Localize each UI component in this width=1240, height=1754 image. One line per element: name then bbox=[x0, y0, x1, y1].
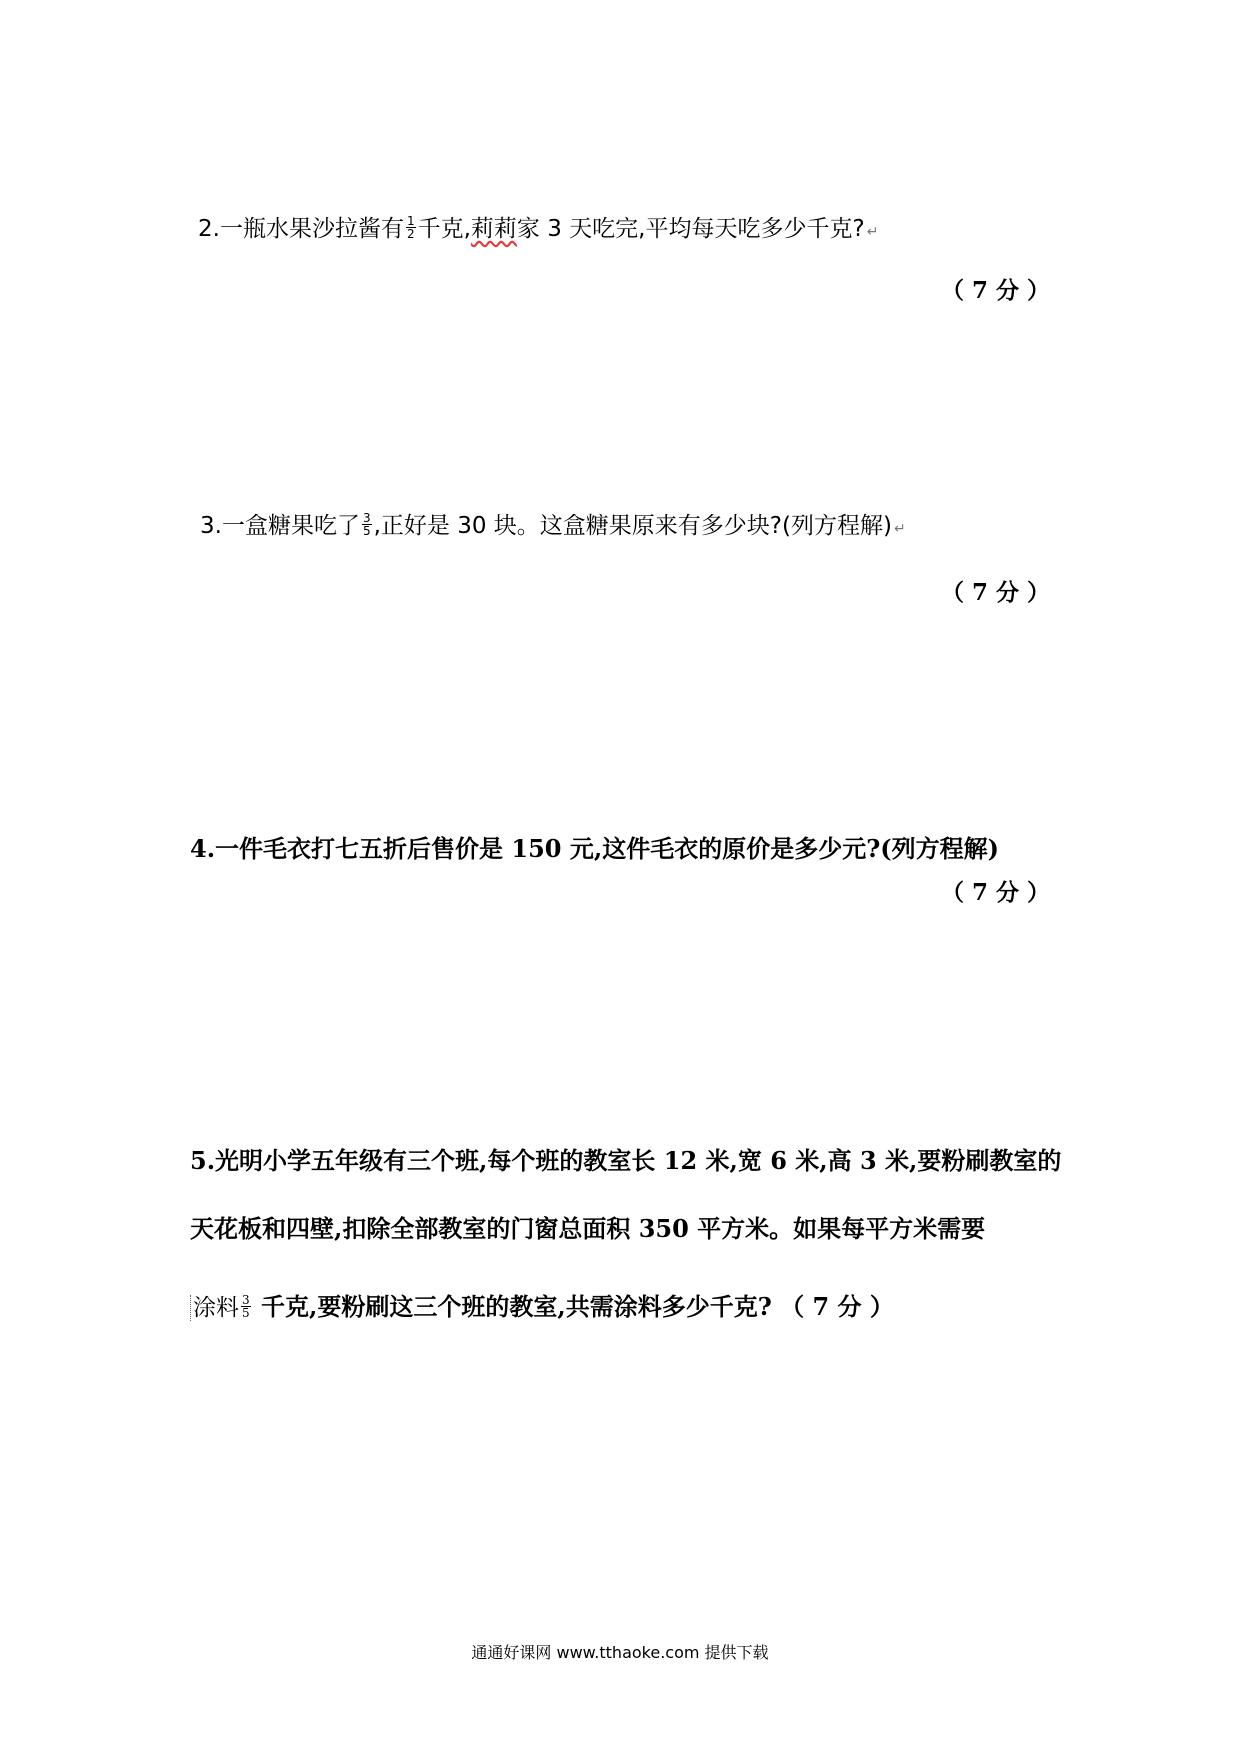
fraction-denominator: 2 bbox=[406, 227, 415, 241]
question-3-score: （ 7 分 ） bbox=[940, 579, 1050, 606]
question-3 bbox=[200, 511, 906, 539]
question-4: 4.一件毛衣打七五折后售价是 150 元,这件毛衣的原价是多少元?(列方程解) bbox=[190, 834, 999, 863]
question-3-text-b: ,正好是 30 块。这盒糖果原来有多少块?(列方程解) bbox=[373, 513, 892, 539]
question-2-text-a: 一瓶水果沙拉酱有 bbox=[219, 216, 404, 242]
question-5-line-1: 5.光明小学五年级有三个班,每个班的教室长 12 米,宽 6 米,高 3 米,要粉刷教室的 bbox=[190, 1146, 1062, 1175]
fraction-numerator: 1 bbox=[406, 214, 415, 228]
question-5-fraction bbox=[241, 1294, 251, 1319]
question-2-fraction bbox=[406, 215, 416, 240]
paragraph-mark-icon: ↵ bbox=[893, 521, 906, 537]
footer: 通通好课网 www.tthaoke.com 提供下载 bbox=[471, 1643, 769, 1662]
question-3-number: 3. bbox=[200, 513, 222, 539]
question-2-name-spellcheck: 莉莉 bbox=[470, 216, 517, 242]
question-2-score: （ 7 分 ） bbox=[940, 277, 1050, 304]
question-2-number: 2. bbox=[198, 216, 220, 242]
question-4-score: （ 7 分 ） bbox=[940, 879, 1050, 906]
fraction-numerator: 3 bbox=[362, 511, 371, 525]
question-5-pasted-text: 涂料 bbox=[190, 1295, 239, 1321]
question-3-fraction bbox=[362, 512, 372, 537]
fraction-denominator: 5 bbox=[362, 524, 371, 538]
fraction-denominator: 5 bbox=[242, 1306, 250, 1320]
question-5-score: （ 7 分 ） bbox=[780, 1292, 894, 1321]
question-2-text-c: 家 3 天吃完,平均每天吃多少千克? bbox=[516, 216, 865, 242]
question-5-line-3 bbox=[190, 1292, 894, 1321]
question-2-text-b: 千克, bbox=[417, 216, 471, 242]
question-3-text-a: 一盒糖果吃了 bbox=[221, 513, 360, 539]
fraction-numerator: 3 bbox=[242, 1293, 250, 1307]
question-5-line-2: 天花板和四壁,扣除全部教室的门窗总面积 350 平方米。如果每平方米需要 bbox=[190, 1214, 986, 1243]
question-5-text: 千克,要粉刷这三个班的教室,共需涂料多少千克? bbox=[261, 1292, 772, 1321]
question-2 bbox=[198, 214, 879, 242]
paragraph-mark-icon: ↵ bbox=[866, 224, 879, 240]
